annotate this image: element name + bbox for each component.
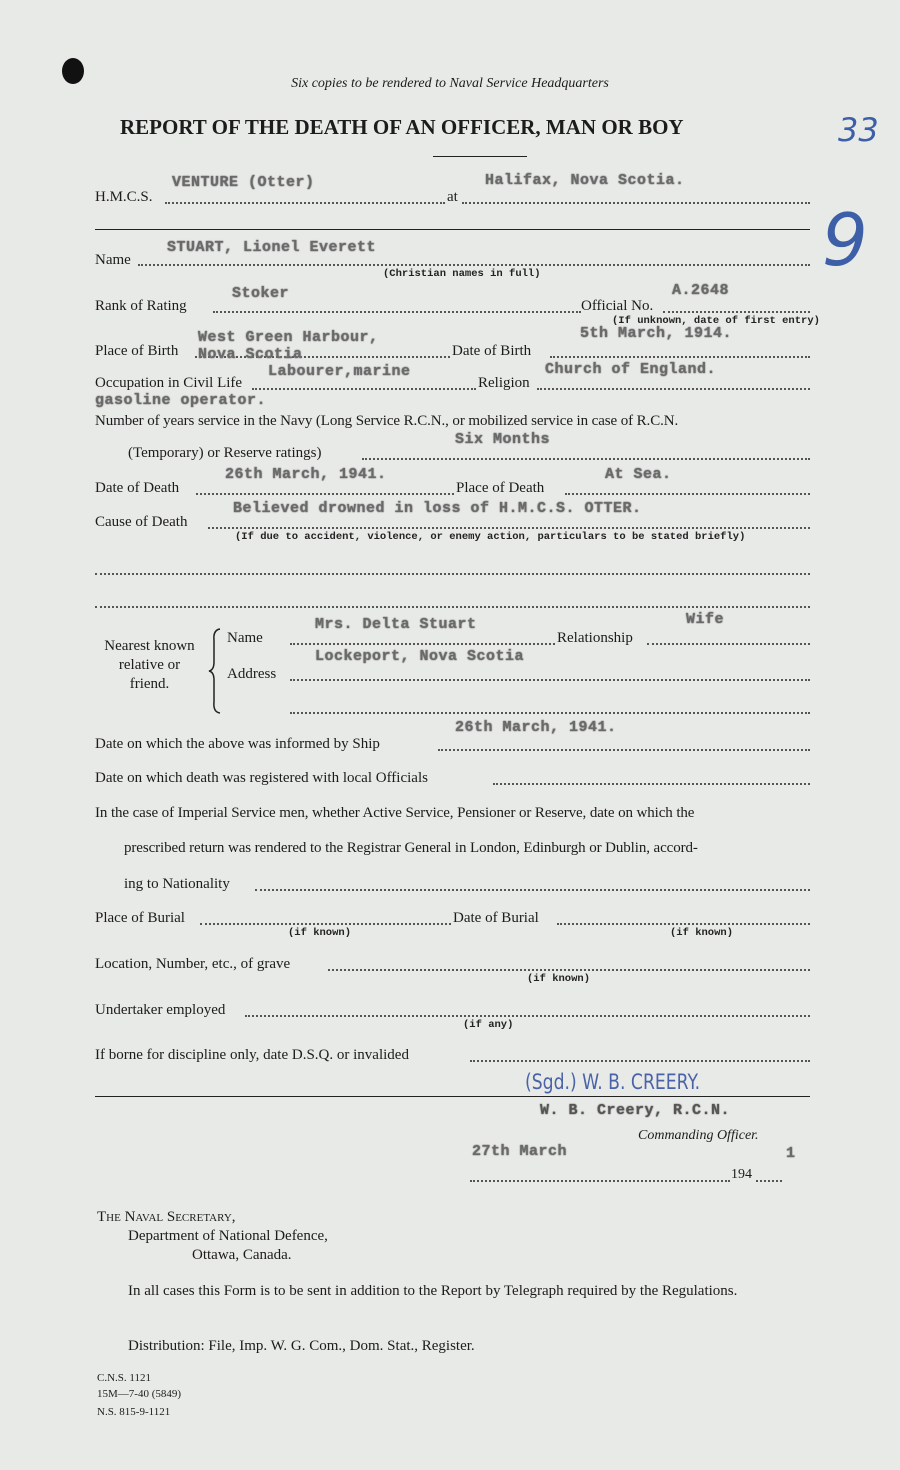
- place-death-field[interactable]: [565, 493, 810, 495]
- at-value: Halifax, Nova Scotia.: [485, 172, 685, 189]
- name-value: STUART, Lionel Everett: [167, 239, 377, 256]
- cause-death-note: (If due to accident, violence, or enemy action, particulars to be stated briefly): [235, 531, 746, 543]
- cause-extra-line-2[interactable]: [95, 606, 810, 608]
- cause-death-field[interactable]: [208, 527, 810, 529]
- official-no-note: (If unknown, date of first entry): [612, 315, 820, 327]
- occupation-value-1: Labourer,marine: [268, 363, 411, 380]
- department: Department of National Defence,: [128, 1228, 328, 1244]
- nk-name-label: Name: [227, 630, 263, 646]
- name-field[interactable]: [138, 264, 810, 266]
- official-no-value: A.2648: [672, 282, 730, 299]
- address-field[interactable]: [290, 679, 810, 681]
- year-label: 194: [731, 1167, 752, 1182]
- sign-date-field[interactable]: [470, 1180, 730, 1182]
- place-birth-label: Place of Birth: [95, 343, 179, 359]
- informed-field[interactable]: [438, 749, 810, 751]
- imperial-field[interactable]: [255, 889, 810, 891]
- sign-year-digit: 1: [786, 1145, 796, 1162]
- address-field-2[interactable]: [290, 712, 810, 714]
- at-field[interactable]: [462, 202, 810, 204]
- official-no-field[interactable]: [663, 311, 810, 313]
- place-death-value: At Sea.: [605, 466, 672, 483]
- sign-date-value: 27th March: [472, 1143, 568, 1160]
- name-label: Name: [95, 252, 131, 268]
- imperial-label-3: ing to Nationality: [124, 876, 230, 892]
- place-birth-value-2: Nova Scotia: [198, 346, 303, 363]
- rank-field[interactable]: [213, 311, 581, 313]
- years-label-1: Number of years service in the Navy (Long Service R.C.N., or mobilized service in case of R.C.N.: [95, 413, 679, 429]
- naval-secretary: The Naval Secretary,: [97, 1209, 236, 1225]
- ottawa: Ottawa, Canada.: [192, 1247, 292, 1263]
- address-label: Address: [227, 666, 277, 682]
- signature-stamp: (Sgd.) W. B. CREERY.: [525, 1070, 701, 1094]
- date-death-value: 26th March, 1941.: [225, 466, 387, 483]
- place-burial-label: Place of Burial: [95, 910, 185, 926]
- rank-label: Rank of Rating: [95, 298, 187, 314]
- registered-field[interactable]: [493, 783, 810, 785]
- informed-label: Date on which the above was informed by Ship: [95, 736, 380, 752]
- handwritten-mark: 9: [822, 198, 868, 282]
- discipline-field[interactable]: [470, 1060, 810, 1062]
- signature-typed: W. B. Creery, R.C.N.: [540, 1102, 731, 1119]
- informed-value: 26th March, 1941.: [455, 719, 617, 736]
- cause-death-value: Believed drowned in loss of H.M.C.S. OTTER.: [233, 500, 642, 517]
- occupation-field[interactable]: [252, 388, 476, 390]
- undertaker-field[interactable]: [245, 1015, 810, 1017]
- date-burial-note: (if known): [670, 927, 734, 939]
- imperial-label-2: prescribed return was rendered to the Registrar General in London, Edinburgh or Dublin, accord-: [124, 840, 698, 856]
- date-death-field[interactable]: [196, 493, 454, 495]
- relationship-field[interactable]: [647, 643, 810, 645]
- place-burial-field[interactable]: [200, 923, 451, 925]
- rank-value: Stoker: [232, 285, 290, 302]
- signature-rule: [95, 1096, 810, 1097]
- nk-name-field[interactable]: [290, 643, 555, 645]
- form-code-2: 15M—7-40 (5849): [97, 1388, 182, 1400]
- religion-value: Church of England.: [545, 361, 717, 378]
- discipline-label: If borne for discipline only, date D.S.Q. or invalided: [95, 1047, 409, 1063]
- date-burial-field[interactable]: [557, 923, 810, 925]
- name-note: (Christian names in full): [383, 268, 541, 280]
- date-burial-label: Date of Burial: [453, 910, 539, 926]
- date-birth-field[interactable]: [550, 356, 810, 358]
- nearest-label-1: Nearest known: [104, 638, 195, 654]
- location-note: (if known): [527, 973, 591, 985]
- date-death-label: Date of Death: [95, 480, 180, 496]
- location-label: Location, Number, etc., of grave: [95, 956, 291, 972]
- occupation-value-2: gasoline operator.: [95, 392, 267, 409]
- title-rule: [433, 156, 527, 157]
- header-note: Six copies to be rendered to Naval Service Headquarters: [291, 76, 609, 91]
- year-field[interactable]: [756, 1180, 782, 1182]
- years-field[interactable]: [362, 458, 810, 460]
- page-title: REPORT OF THE DEATH OF AN OFFICER, MAN OR BOY: [120, 115, 684, 139]
- section-rule: [95, 229, 810, 230]
- commanding-officer-label: Commanding Officer.: [638, 1128, 759, 1143]
- hmcs-label: H.M.C.S.: [95, 189, 153, 205]
- official-no-label: Official No.: [581, 298, 654, 314]
- at-label: at: [447, 189, 458, 205]
- distribution: Distribution: File, Imp. W. G. Com., Dom. Stat., Register.: [128, 1338, 475, 1354]
- handwritten-number: 33: [838, 111, 879, 149]
- form-code-1: C.N.S. 1121: [97, 1372, 151, 1384]
- undertaker-label: Undertaker employed: [95, 1002, 226, 1018]
- address-value: Lockeport, Nova Scotia: [315, 648, 525, 665]
- location-field[interactable]: [328, 969, 810, 971]
- cause-extra-line-1[interactable]: [95, 573, 810, 575]
- registered-label: Date on which death was registered with local Officials: [95, 770, 428, 786]
- place-birth-value-1: West Green Harbour,: [198, 329, 379, 346]
- nearest-label-2: relative or: [118, 657, 181, 673]
- date-birth-value: 5th March, 1914.: [580, 325, 733, 342]
- years-label-2: (Temporary) or Reserve ratings): [128, 445, 322, 461]
- nearest-label-3: friend.: [129, 676, 170, 692]
- undertaker-note: (if any): [463, 1019, 514, 1031]
- cause-death-label: Cause of Death: [95, 514, 188, 530]
- form-code-3: N.S. 815-9-1121: [97, 1406, 171, 1418]
- occupation-label: Occupation in Civil Life: [95, 375, 243, 391]
- years-value: Six Months: [455, 431, 551, 448]
- religion-field[interactable]: [537, 388, 810, 390]
- religion-label: Religion: [478, 375, 530, 391]
- relationship-label: Relationship: [557, 630, 633, 646]
- date-birth-label: Date of Birth: [452, 343, 532, 359]
- instructions: In all cases this Form is to be sent in addition to the Report by Telegraph required by the Regulations.: [128, 1283, 738, 1299]
- hmcs-field[interactable]: [165, 202, 445, 204]
- brace-icon: [208, 628, 222, 714]
- hmcs-value: VENTURE (Otter): [172, 174, 315, 191]
- nk-name-value: Mrs. Delta Stuart: [315, 616, 477, 633]
- place-burial-note: (if known): [288, 927, 352, 939]
- relationship-value: Wife: [686, 611, 725, 628]
- imperial-label-1: In the case of Imperial Service men, whether Active Service, Pensioner or Reserve, date on which the: [95, 805, 695, 821]
- place-death-label: Place of Death: [456, 480, 545, 496]
